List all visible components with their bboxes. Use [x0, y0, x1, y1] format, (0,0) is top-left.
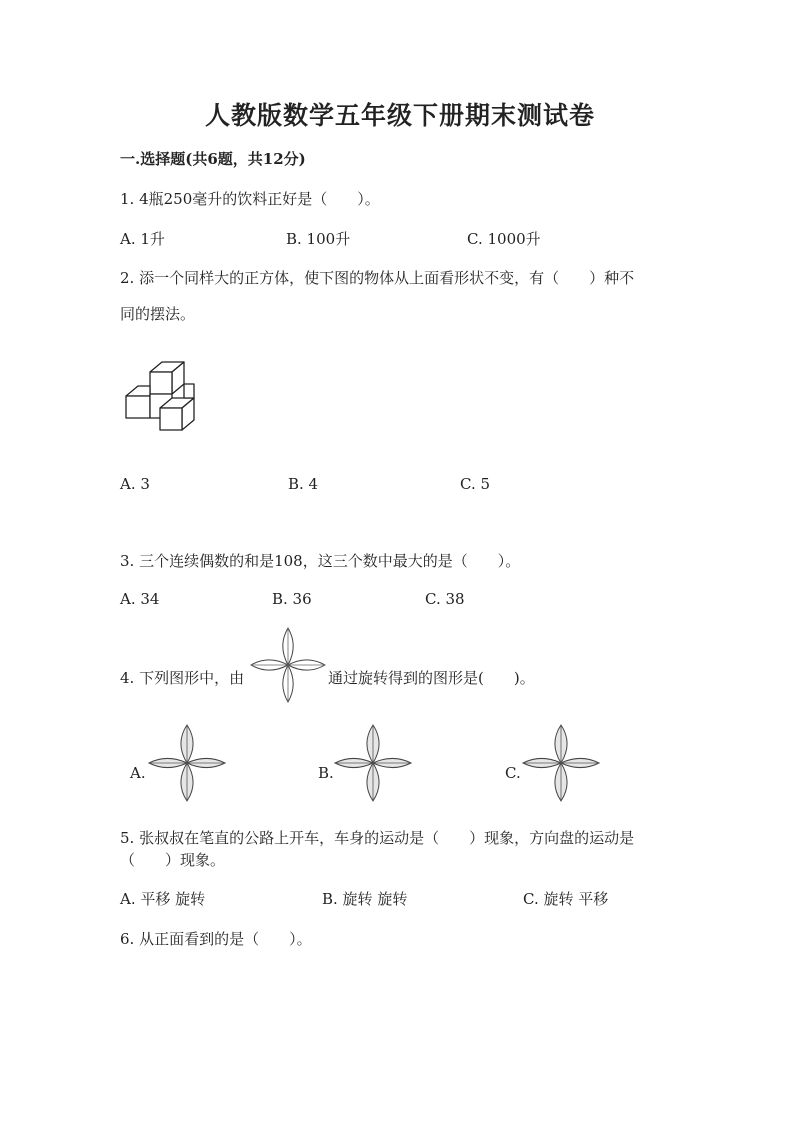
question-3-text: 3. 三个连续偶数的和是108，这三个数中最大的是（ ）。 — [120, 552, 521, 570]
flower-figure-option-b[interactable] — [334, 724, 412, 802]
flower-figure-option-a[interactable] — [148, 724, 226, 802]
question-2-text-line1: 2. 添一个同样大的正方体，使下图的物体从上面看形状不变，有（ ）种不 — [120, 269, 635, 287]
cube-stack-figure — [122, 358, 212, 433]
question-5-option-c[interactable]: C. 旋转 平移 — [523, 890, 609, 908]
question-1-option-c[interactable]: C. 1000升 — [467, 230, 541, 248]
question-3-option-b[interactable]: B. 36 — [272, 590, 312, 608]
question-4-text-post: 通过旋转得到的图形是( )。 — [328, 669, 535, 687]
question-3-option-a[interactable]: A. 34 — [120, 590, 160, 608]
question-1-option-a[interactable]: A. 1升 — [120, 230, 165, 248]
question-4-option-b[interactable]: B. — [318, 764, 334, 782]
flower-figure-original — [250, 627, 326, 703]
question-2-option-c[interactable]: C. 5 — [460, 475, 491, 493]
question-5-option-b[interactable]: B. 旋转 旋转 — [322, 890, 408, 908]
question-2-option-b[interactable]: B. 4 — [288, 475, 319, 493]
question-4-text-pre: 4. 下列图形中，由 — [120, 669, 245, 687]
section-heading: 一.选择题(共6题，共12分) — [120, 150, 306, 168]
question-4-option-a[interactable]: A. — [130, 764, 146, 782]
question-1-option-b[interactable]: B. 100升 — [286, 230, 351, 248]
question-1-text: 1. 4瓶250毫升的饮料正好是（ ）。 — [120, 190, 380, 208]
question-5-text-line1: 5. 张叔叔在笔直的公路上开车，车身的运动是（ ）现象，方向盘的运动是 — [120, 829, 635, 847]
question-3-option-c[interactable]: C. 38 — [425, 590, 465, 608]
flower-figure-option-c[interactable] — [522, 724, 600, 802]
question-2-text-line2: 同的摆法。 — [120, 305, 196, 323]
question-5-option-a[interactable]: A. 平移 旋转 — [120, 890, 206, 908]
question-6-text: 6. 从正面看到的是（ ）。 — [120, 930, 312, 948]
question-5-text-line2: （ ）现象。 — [120, 851, 226, 869]
question-2-option-a[interactable]: A. 3 — [120, 475, 150, 493]
page-title: 人教版数学五年级下册期末测试卷 — [204, 101, 595, 130]
question-4-option-c[interactable]: C. — [505, 764, 521, 782]
